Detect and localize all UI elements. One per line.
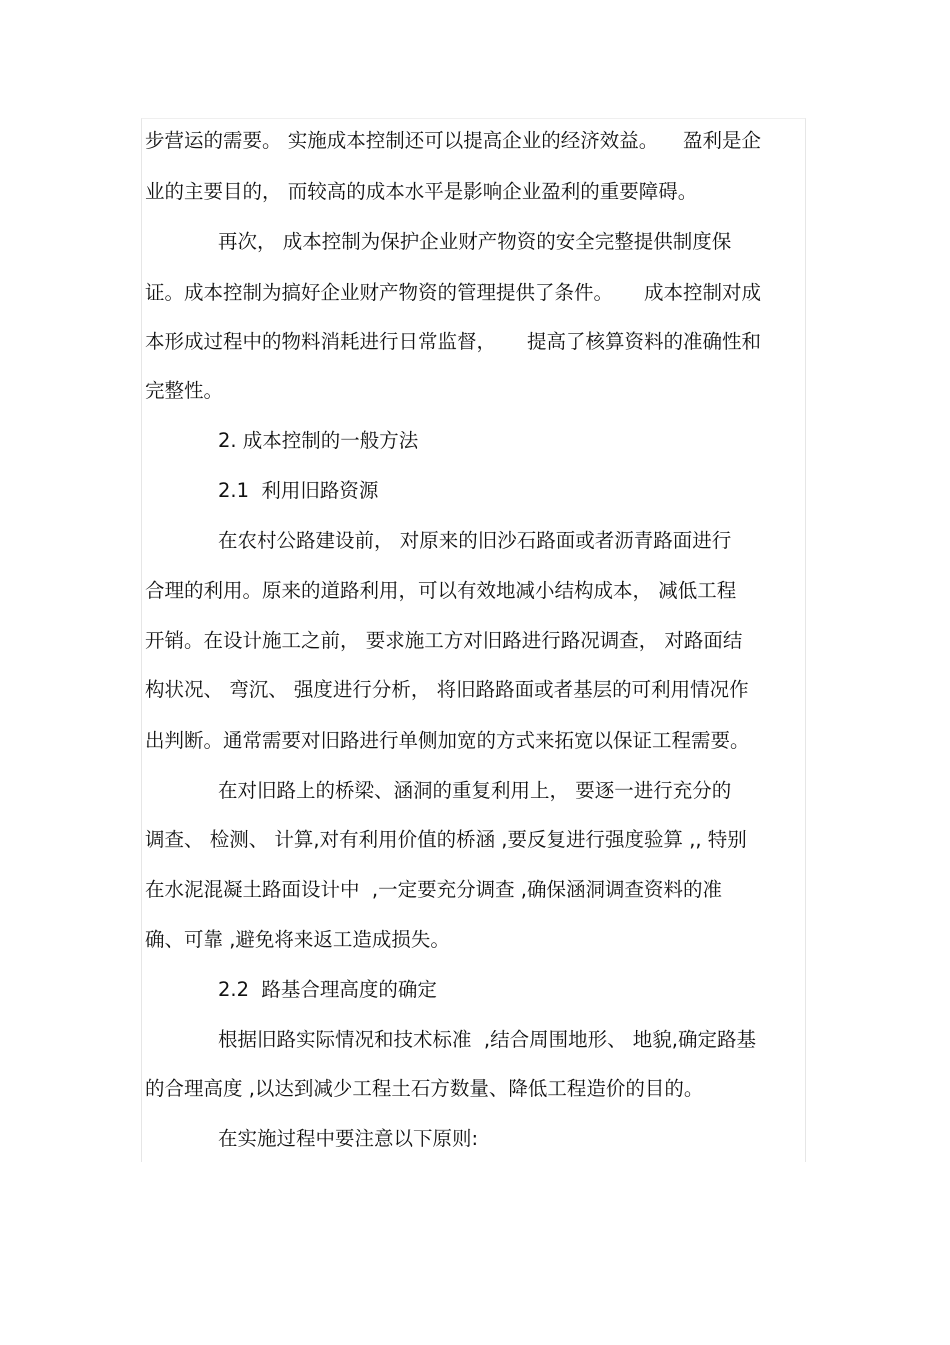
text-line: 完整性。 [145, 379, 224, 402]
subsection-heading: 2.2 路基合理高度的确定 [218, 978, 437, 1001]
text-line: 在实施过程中要注意以下原则: [218, 1127, 479, 1150]
text-line: 确、可靠 ,避免将来返工造成损失。 [145, 928, 450, 951]
subsection-heading: 2.1 利用旧路资源 [218, 479, 379, 502]
text-line: 出判断。通常需要对旧路进行单侧加宽的方式来拓宽以保证工程需要。 [145, 729, 750, 752]
text-line: 在农村公路建设前， 对原来的旧沙石路面或者沥青路面进行 [218, 529, 732, 552]
text-line: 构状况、 弯沉、 强度进行分析， 将旧路路面或者基层的可利用情况作 [145, 678, 749, 701]
text-line: 再次， 成本控制为保护企业财产物资的安全完整提供制度保 [218, 230, 732, 253]
text-line: 根据旧路实际情况和技术标准 ,结合周围地形、 地貌,确定路基 [218, 1028, 756, 1051]
text-line: 本形成过程中的物料消耗进行日常监督， 提高了核算资料的准确性和 [145, 330, 761, 353]
text-line: 的合理高度 ,以达到减少工程土石方数量、降低工程造价的目的。 [145, 1077, 704, 1100]
text-line: 调查、 检测、 计算,对有利用价值的桥涵 ,要反复进行强度验算 ,, 特别 [145, 828, 747, 851]
text-line: 合理的利用。原来的道路利用，可以有效地减小结构成本， 减低工程 [145, 579, 737, 602]
text-line: 在对旧路上的桥梁、涵洞的重复利用上， 要逐一进行充分的 [218, 779, 732, 802]
text-line: 步营运的需要。 实施成本控制还可以提高企业的经济效益。 盈利是企 [145, 129, 761, 152]
section-heading: 2. 成本控制的一般方法 [218, 429, 419, 452]
text-line: 证。成本控制为搞好企业财产物资的管理提供了条件。 成本控制对成 [145, 281, 761, 304]
text-line: 业的主要目的， 而较高的成本水平是影响企业盈利的重要障碍。 [145, 180, 698, 203]
text-line: 在水泥混凝土路面设计中 ,一定要充分调查 ,确保涵洞调查资料的准 [145, 878, 722, 901]
text-line: 开销。在设计施工之前， 要求施工方对旧路进行路况调查， 对路面结 [145, 629, 743, 652]
